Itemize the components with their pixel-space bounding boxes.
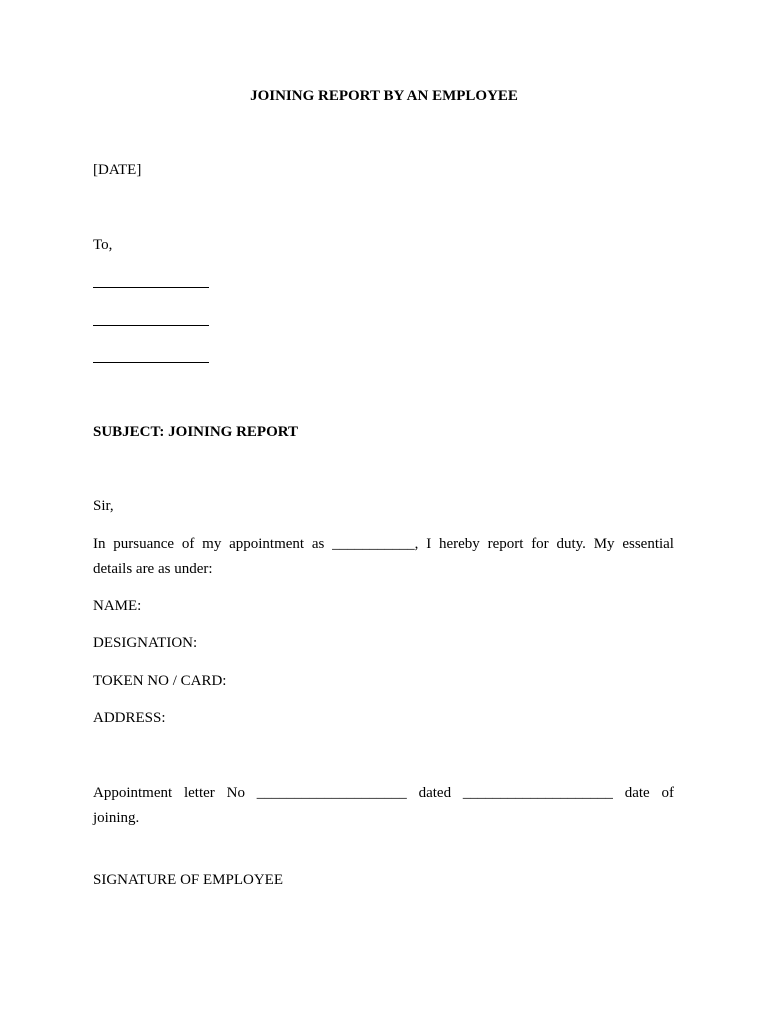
signature-label: SIGNATURE OF EMPLOYEE [93, 872, 284, 888]
document-title: JOINING REPORT BY AN EMPLOYEE [250, 88, 518, 104]
paragraph-appointment-line-2: details are as under: [93, 561, 213, 577]
recipient-line-2 [93, 325, 209, 326]
salutation: Sir, [93, 498, 114, 514]
date-placeholder: [DATE] [93, 162, 142, 178]
field-address: ADDRESS: [93, 710, 166, 726]
paragraph-appointment-line-1: In pursuance of my appointment as ___________, I hereby report for duty. My essential [93, 536, 674, 552]
recipient-label: To, [93, 237, 113, 253]
appointment-blank: ___________, [332, 536, 419, 552]
letter-date-blank: ____________________ [462, 785, 613, 801]
field-designation: DESIGNATION: [93, 635, 198, 651]
paragraph-letter-line-2: joining. [93, 810, 140, 826]
recipient-line-1 [93, 287, 209, 288]
subject-line: SUBJECT: JOINING REPORT [93, 424, 299, 440]
paragraph-letter-line-1: Appointment letter No ____________________ dated ____________________ date of [93, 785, 674, 801]
paragraph-letter [93, 784, 674, 827]
paragraph-appointment [93, 535, 674, 578]
field-token: TOKEN NO / CARD: [93, 673, 227, 689]
field-name: NAME: [93, 598, 142, 614]
recipient-line-3 [93, 362, 209, 363]
letter-number-blank: ____________________ [256, 785, 407, 801]
